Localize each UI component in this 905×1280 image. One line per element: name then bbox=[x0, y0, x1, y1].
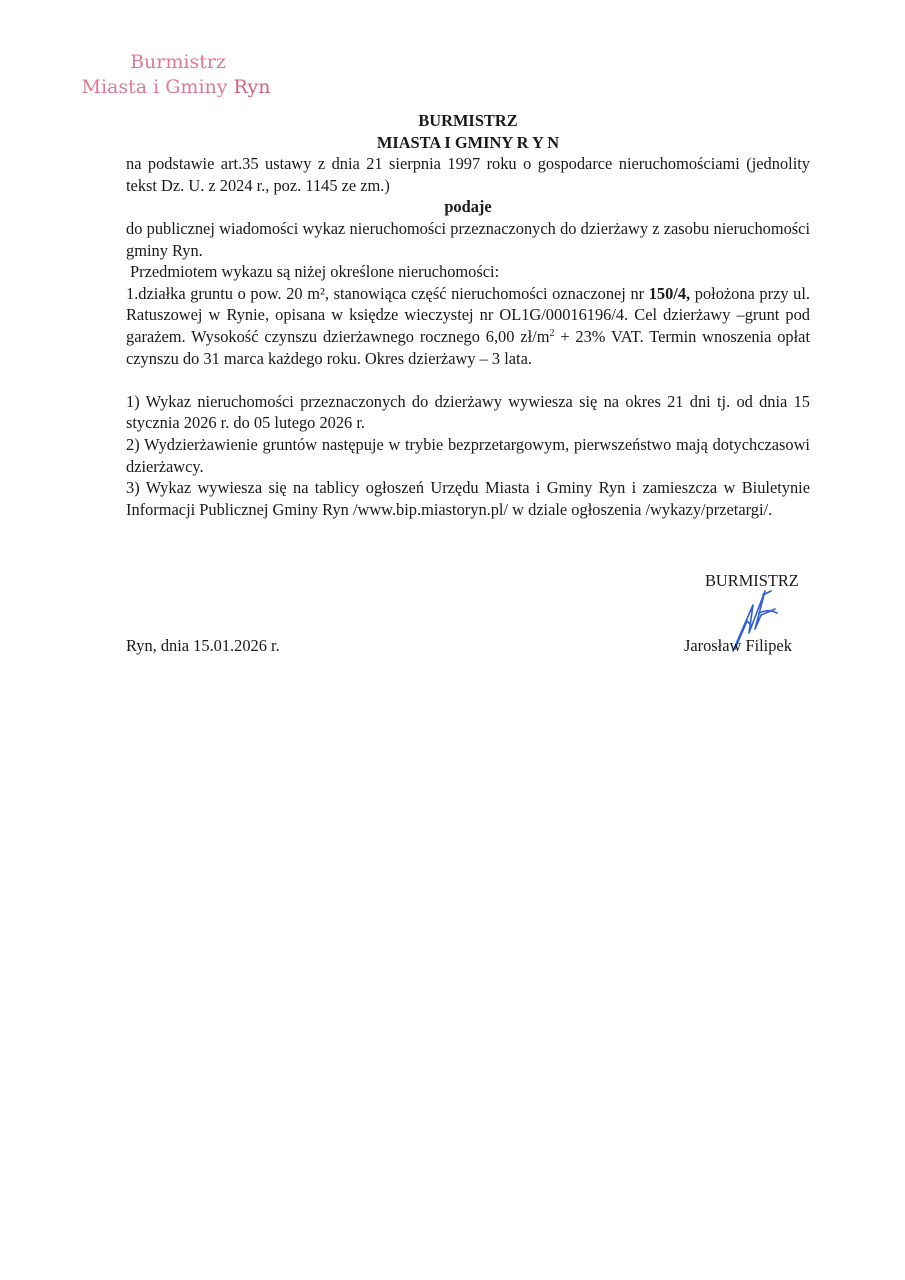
signer-title: BURMISTRZ bbox=[705, 571, 799, 590]
place-and-date: Ryn, dnia 15.01.2026 r. bbox=[126, 636, 280, 655]
property-item-1-part3: + 23% VAT. Termin wnoszenia opłat czynszu do 31 marca każdego roku. Okres dzierżawy – 3 lata. bbox=[126, 326, 810, 368]
superscript-2: 2 bbox=[549, 327, 555, 339]
note-2: 2) Wydzierżawienie gruntów następuje w trybie bezprzetargowym, pierwszeństwo mają dotychczasowi dzierżawcy. bbox=[126, 434, 810, 476]
legal-basis-paragraph: na podstawie art.35 ustawy z dnia 21 sierpnia 1997 roku o gospodarce nieruchomościami (jednolity tekst Dz. U. z 2024 r., poz. 1145 ze zm.) bbox=[126, 154, 810, 195]
letterhead-line2 bbox=[74, 75, 278, 100]
note-3: 3) Wykaz wywiesza się na tablicy ogłoszeń Urzędu Miasta i Gminy Ryn i zamieszcza w Biuletynie Informacji Publicznej Gminy Ryn /www.bip.miastoryn.pl/ w dziale ogłoszenia /wykazy/przetargi/. bbox=[126, 478, 810, 519]
plot-number: 150/4, bbox=[648, 283, 691, 303]
announcement-paragraph: do publicznej wiadomości wykaz nieruchomości przeznaczonych do dzierżawy z zasobu nieruchomości gminy Ryn. bbox=[126, 218, 810, 260]
property-item-1-part2: położona przy ul. Ratuszowej w Rynie, opisana w księdze wieczystej nr OL1G/00016196/4. Cel dzierżawy –grunt pod garażem. Wysokość czynszu dzierżawnego rocznego 6,00 zł/m bbox=[126, 283, 810, 346]
subject-intro: Przedmiotem wykazu są niżej określone nieruchomości: bbox=[130, 262, 500, 282]
letterhead-line2-prefix: Miasta i Gminy bbox=[81, 76, 234, 98]
document-title-line1: BURMISTRZ bbox=[418, 111, 518, 130]
spacer bbox=[126, 369, 810, 391]
letterhead-line1: Burmistrz bbox=[130, 51, 226, 73]
letterhead-logo bbox=[78, 50, 278, 100]
property-item-1 bbox=[126, 283, 810, 369]
letterhead-ryn: Ryn bbox=[233, 76, 271, 98]
document-title-line2: MIASTA I GMINY R Y N bbox=[376, 132, 560, 152]
podaje-heading: podaje bbox=[444, 197, 492, 217]
note-1: 1) Wykaz nieruchomości przeznaczonych do dzierżawy wywiesza się na okres 21 dni tj. od dnia 15 stycznia 2026 r. do 05 lutego 2026 r. bbox=[126, 391, 810, 433]
signer-name: Jarosław Filipek bbox=[684, 636, 792, 655]
property-item-1-part1: 1.działka gruntu o pow. 20 m², stanowiąca część nieruchomości oznaczonej nr bbox=[126, 283, 649, 303]
document-body bbox=[126, 110, 810, 520]
